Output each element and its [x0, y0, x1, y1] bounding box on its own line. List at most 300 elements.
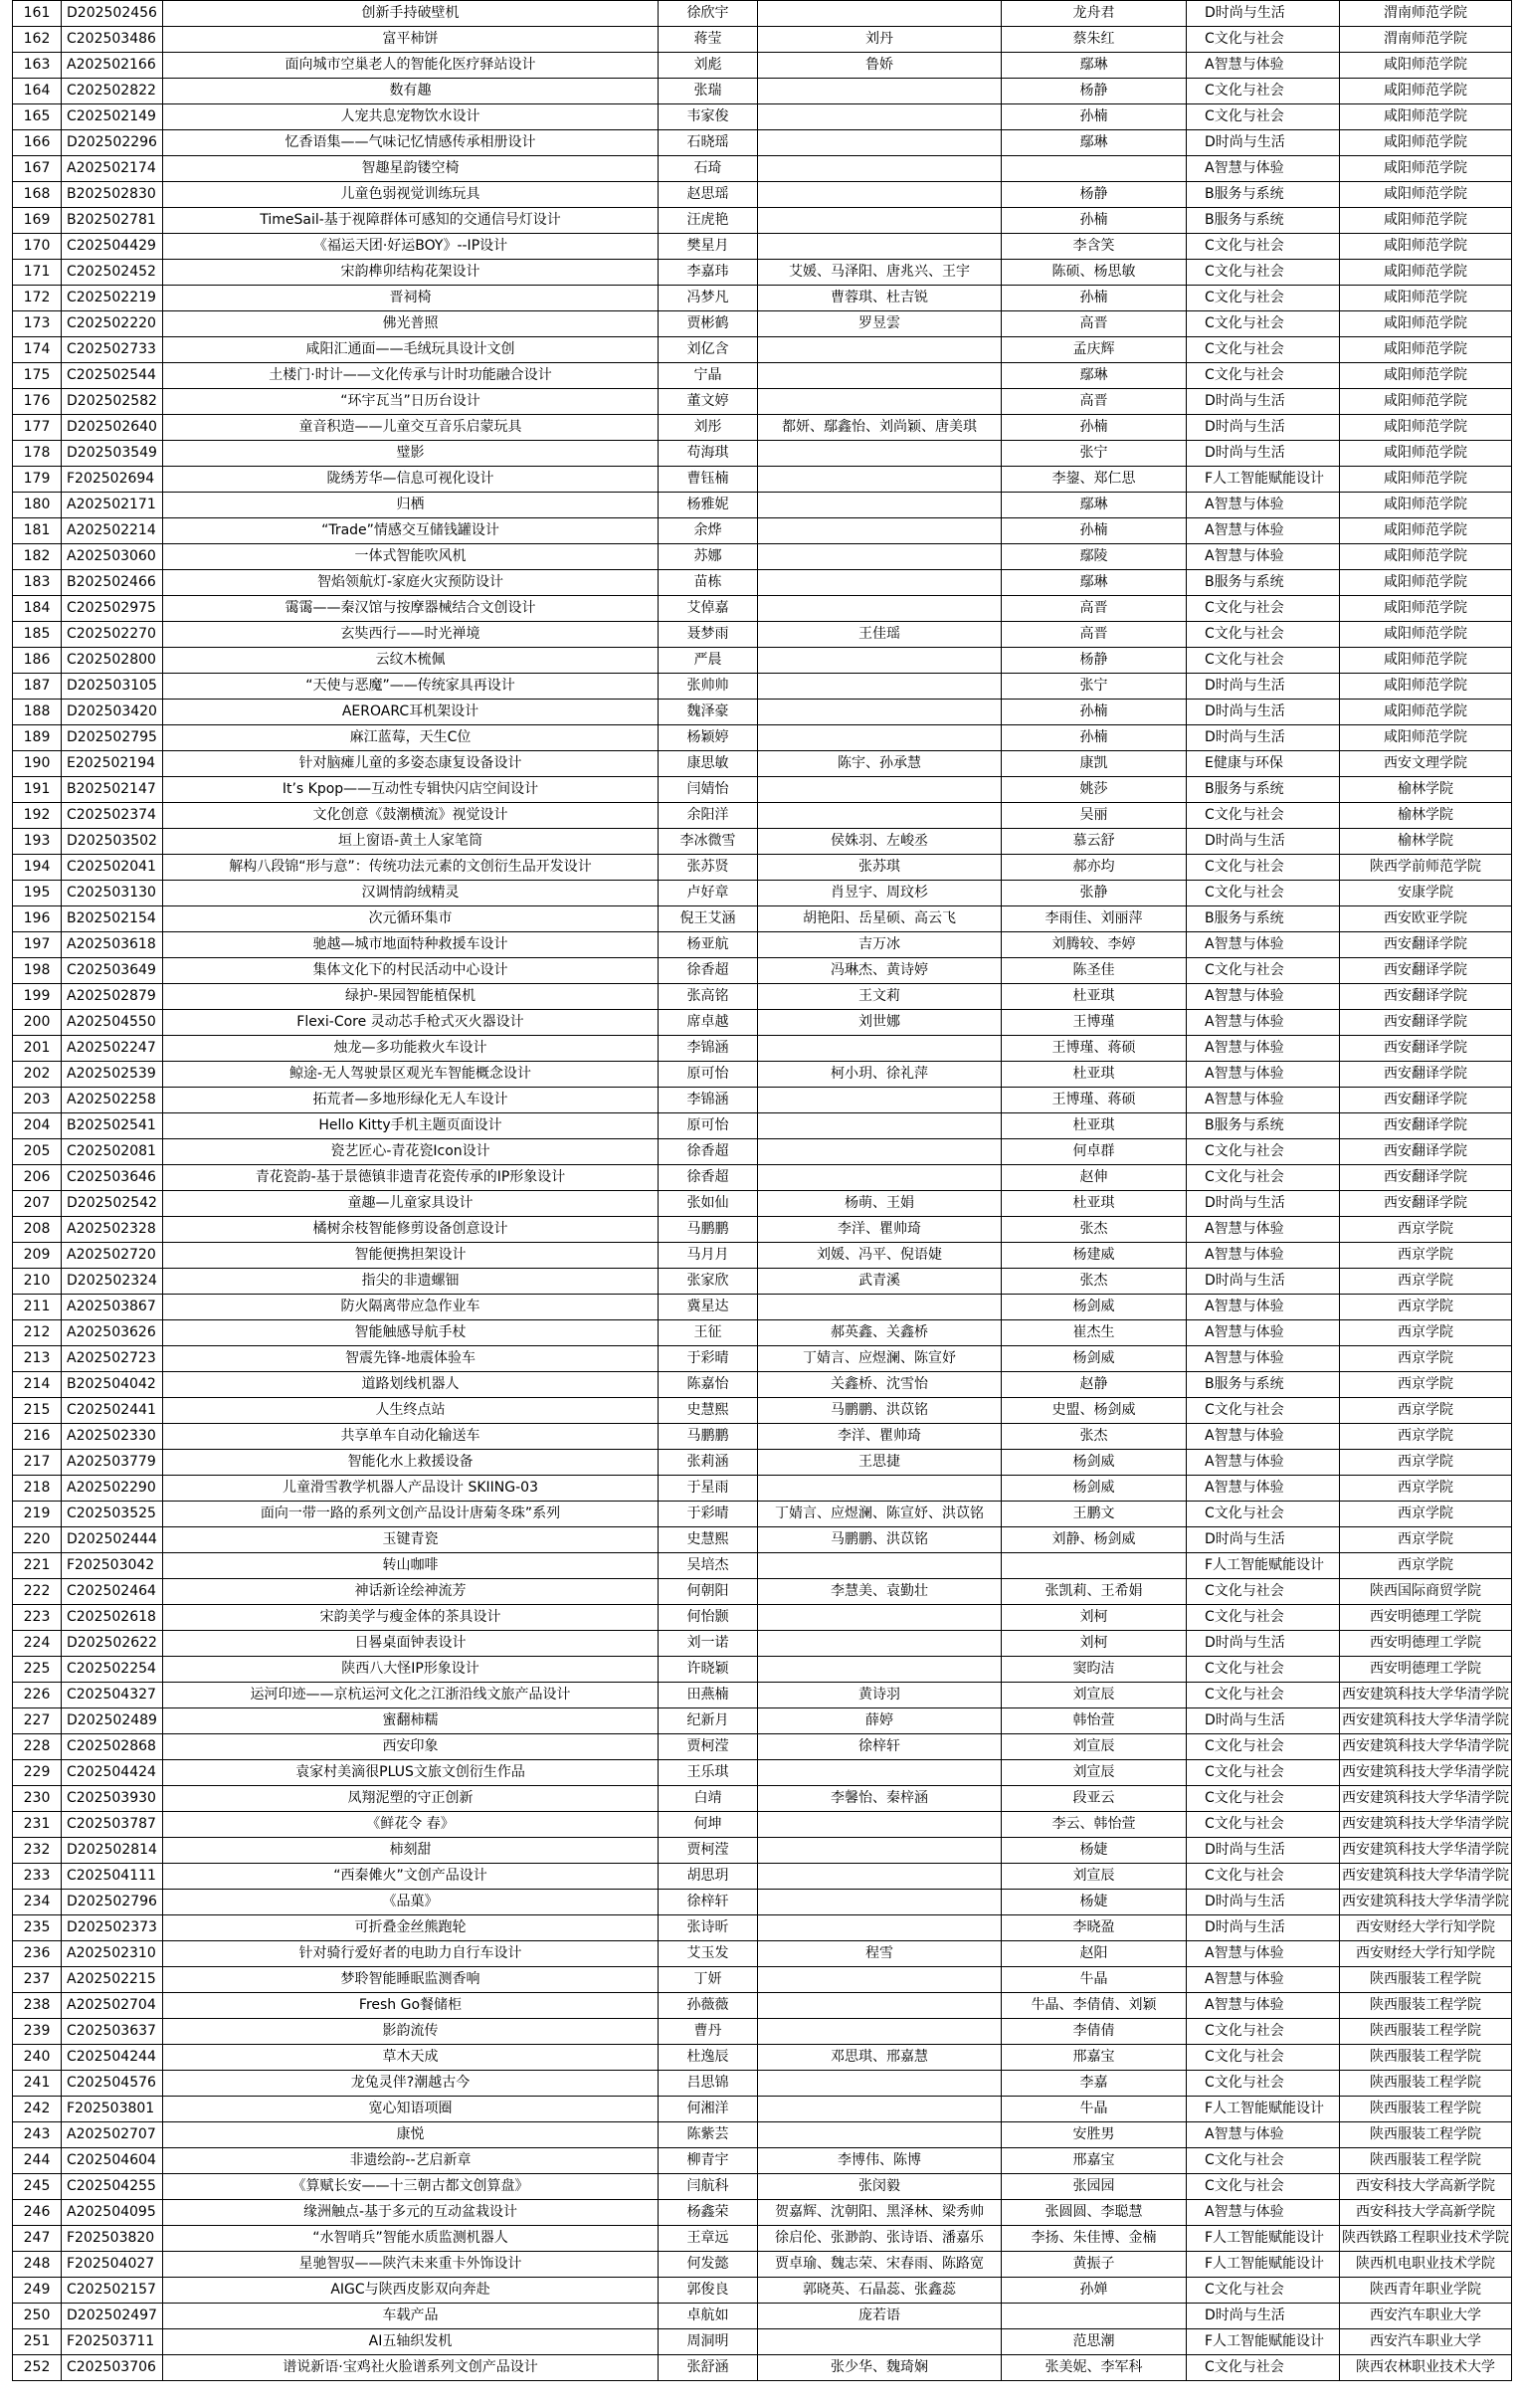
- institution-cell: 咸阳师范学院: [1340, 725, 1512, 751]
- submission-id-cell: C202502544: [62, 363, 163, 389]
- table-row: [13, 1139, 1512, 1165]
- submission-id-cell: C202503649: [62, 958, 163, 984]
- row-number-cell: 205: [13, 1139, 62, 1165]
- lead-author-cell: 冯梦凡: [659, 286, 758, 311]
- table-row: [13, 1993, 1512, 2019]
- institution-cell: 咸阳师范学院: [1340, 234, 1512, 260]
- institution-cell: 咸阳师范学院: [1340, 286, 1512, 311]
- advisor-cell: 张宁: [1002, 674, 1187, 700]
- table-row: [13, 1967, 1512, 1993]
- table-row: [13, 1734, 1512, 1760]
- submission-id-cell: F202503711: [62, 2329, 163, 2355]
- row-number-cell: 166: [13, 130, 62, 156]
- submission-id-cell: D202502795: [62, 725, 163, 751]
- submission-id-cell: A202502258: [62, 1088, 163, 1113]
- team-members-cell: [758, 777, 1002, 803]
- advisor-cell: 孙楠: [1002, 208, 1187, 234]
- row-number-cell: 175: [13, 363, 62, 389]
- institution-cell: 咸阳师范学院: [1340, 363, 1512, 389]
- lead-author-cell: 原可怡: [659, 1062, 758, 1088]
- row-number-cell: 184: [13, 596, 62, 622]
- lead-author-cell: 王章远: [659, 2226, 758, 2252]
- project-title-cell: 童趣—儿童家具设计: [163, 1191, 659, 1217]
- submission-id-cell: C202503930: [62, 1786, 163, 1812]
- lead-author-cell: 张苏贤: [659, 855, 758, 881]
- institution-cell: 西安翻译学院: [1340, 984, 1512, 1010]
- advisor-cell: 牛晶、李倩倩、刘颖: [1002, 1993, 1187, 2019]
- project-title-cell: 拓荒者—多地形绿化无人车设计: [163, 1088, 659, 1113]
- submission-id-cell: C202504604: [62, 2148, 163, 2174]
- row-number-cell: 171: [13, 260, 62, 286]
- table-row: [13, 1010, 1512, 1036]
- team-members-cell: [758, 1657, 1002, 1683]
- institution-cell: 西安明德理工学院: [1340, 1605, 1512, 1631]
- institution-cell: 西安科技大学高新学院: [1340, 2174, 1512, 2200]
- category-cell: A智慧与体验: [1187, 1346, 1340, 1372]
- category-cell: C文化与社会: [1187, 311, 1340, 337]
- team-members-cell: [758, 1864, 1002, 1890]
- advisor-cell: 崔杰生: [1002, 1320, 1187, 1346]
- submission-id-cell: C202502041: [62, 855, 163, 881]
- table-row: [13, 1915, 1512, 1941]
- row-number-cell: 244: [13, 2148, 62, 2174]
- row-number-cell: 196: [13, 906, 62, 932]
- submission-id-cell: D202502373: [62, 1915, 163, 1941]
- project-title-cell: 西安印象: [163, 1734, 659, 1760]
- submission-id-cell: D202502497: [62, 2304, 163, 2329]
- submission-id-cell: B202502154: [62, 906, 163, 932]
- institution-cell: 西安科技大学高新学院: [1340, 2200, 1512, 2226]
- project-title-cell: 人宠共息宠物饮水设计: [163, 104, 659, 130]
- category-cell: A智慧与体验: [1187, 544, 1340, 570]
- lead-author-cell: 徐香超: [659, 958, 758, 984]
- category-cell: D时尚与生活: [1187, 2304, 1340, 2329]
- category-cell: C文化与社会: [1187, 104, 1340, 130]
- table-row: [13, 855, 1512, 881]
- row-number-cell: 225: [13, 1657, 62, 1683]
- project-title-cell: 星驰智驭——陕汽未来重卡外饰设计: [163, 2252, 659, 2278]
- results-table: [12, 0, 1512, 2381]
- category-cell: C文化与社会: [1187, 79, 1340, 104]
- row-number-cell: 189: [13, 725, 62, 751]
- table-row: [13, 803, 1512, 829]
- advisor-cell: 高晋: [1002, 389, 1187, 415]
- lead-author-cell: 闫航科: [659, 2174, 758, 2200]
- lead-author-cell: 蒋莹: [659, 27, 758, 53]
- lead-author-cell: 徐香超: [659, 1165, 758, 1191]
- category-cell: C文化与社会: [1187, 1139, 1340, 1165]
- lead-author-cell: 苏娜: [659, 544, 758, 570]
- project-title-cell: Hello Kitty手机主题页面设计: [163, 1113, 659, 1139]
- row-number-cell: 191: [13, 777, 62, 803]
- team-members-cell: 罗昱雲: [758, 311, 1002, 337]
- category-cell: A智慧与体验: [1187, 1243, 1340, 1269]
- institution-cell: 西京学院: [1340, 1320, 1512, 1346]
- table-row: [13, 79, 1512, 104]
- category-cell: D时尚与生活: [1187, 725, 1340, 751]
- submission-id-cell: C202502149: [62, 104, 163, 130]
- submission-id-cell: F202504027: [62, 2252, 163, 2278]
- table-row: [13, 700, 1512, 725]
- team-members-cell: [758, 337, 1002, 363]
- category-cell: A智慧与体验: [1187, 493, 1340, 518]
- category-cell: D时尚与生活: [1187, 700, 1340, 725]
- advisor-cell: 刘柯: [1002, 1605, 1187, 1631]
- project-title-cell: 次元循环集市: [163, 906, 659, 932]
- row-number-cell: 173: [13, 311, 62, 337]
- lead-author-cell: 石琦: [659, 156, 758, 182]
- row-number-cell: 251: [13, 2329, 62, 2355]
- team-members-cell: 肖昱宇、周玟杉: [758, 881, 1002, 906]
- submission-id-cell: D202503420: [62, 700, 163, 725]
- project-title-cell: 玉键青瓷: [163, 1527, 659, 1553]
- advisor-cell: 张杰: [1002, 1424, 1187, 1450]
- submission-id-cell: D202503549: [62, 441, 163, 467]
- team-members-cell: 胡艳阳、岳星硕、高云飞: [758, 906, 1002, 932]
- institution-cell: 西安翻译学院: [1340, 932, 1512, 958]
- lead-author-cell: 严晨: [659, 648, 758, 674]
- row-number-cell: 247: [13, 2226, 62, 2252]
- table-row: [13, 260, 1512, 286]
- project-title-cell: 咸阳汇通面——毛绒玩具设计文创: [163, 337, 659, 363]
- team-members-cell: 马鹏鹏、洪苡铭: [758, 1527, 1002, 1553]
- team-members-cell: 李洋、瞿帅琦: [758, 1424, 1002, 1450]
- submission-id-cell: A202502328: [62, 1217, 163, 1243]
- category-cell: A智慧与体验: [1187, 1993, 1340, 2019]
- institution-cell: 陕西学前师范学院: [1340, 855, 1512, 881]
- category-cell: A智慧与体验: [1187, 1295, 1340, 1320]
- category-cell: A智慧与体验: [1187, 1967, 1340, 1993]
- category-cell: C文化与社会: [1187, 2278, 1340, 2304]
- advisor-cell: 杨静: [1002, 182, 1187, 208]
- advisor-cell: 鄢琳: [1002, 53, 1187, 79]
- advisor-cell: 张静: [1002, 881, 1187, 906]
- institution-cell: 咸阳师范学院: [1340, 674, 1512, 700]
- institution-cell: 西京学院: [1340, 1295, 1512, 1320]
- submission-id-cell: C202502800: [62, 648, 163, 674]
- row-number-cell: 220: [13, 1527, 62, 1553]
- institution-cell: 西京学院: [1340, 1502, 1512, 1527]
- lead-author-cell: 康思敏: [659, 751, 758, 777]
- project-title-cell: 烛龙—多功能救火车设计: [163, 1036, 659, 1062]
- team-members-cell: 邓思琪、邢嘉慧: [758, 2045, 1002, 2071]
- institution-cell: 咸阳师范学院: [1340, 493, 1512, 518]
- advisor-cell: 郝亦均: [1002, 855, 1187, 881]
- table-row: [13, 570, 1512, 596]
- submission-id-cell: C202502975: [62, 596, 163, 622]
- row-number-cell: 183: [13, 570, 62, 596]
- category-cell: B服务与系统: [1187, 208, 1340, 234]
- submission-id-cell: A202502290: [62, 1476, 163, 1502]
- lead-author-cell: 余阳洋: [659, 803, 758, 829]
- project-title-cell: 璧影: [163, 441, 659, 467]
- submission-id-cell: A202503779: [62, 1450, 163, 1476]
- table-row: [13, 2304, 1512, 2329]
- row-number-cell: 197: [13, 932, 62, 958]
- row-number-cell: 187: [13, 674, 62, 700]
- team-members-cell: [758, 1, 1002, 27]
- advisor-cell: 刘静、杨剑威: [1002, 1527, 1187, 1553]
- lead-author-cell: 史慧熙: [659, 1527, 758, 1553]
- institution-cell: 西安建筑科技大学华清学院: [1340, 1838, 1512, 1864]
- submission-id-cell: F202503801: [62, 2097, 163, 2122]
- team-members-cell: [758, 1476, 1002, 1502]
- team-members-cell: 杨萌、王娟: [758, 1191, 1002, 1217]
- project-title-cell: “天使与恶魔”——传统家具再设计: [163, 674, 659, 700]
- lead-author-cell: 马鹏鹏: [659, 1424, 758, 1450]
- table-row: [13, 1476, 1512, 1502]
- submission-id-cell: C202504111: [62, 1864, 163, 1890]
- table-row: [13, 27, 1512, 53]
- lead-author-cell: 马月月: [659, 1243, 758, 1269]
- category-cell: C文化与社会: [1187, 1605, 1340, 1631]
- lead-author-cell: 冀星达: [659, 1295, 758, 1320]
- submission-id-cell: F202503820: [62, 2226, 163, 2252]
- submission-id-cell: C202502220: [62, 311, 163, 337]
- institution-cell: 陕西农林职业技术大学: [1340, 2355, 1512, 2381]
- project-title-cell: 佛光普照: [163, 311, 659, 337]
- row-number-cell: 181: [13, 518, 62, 544]
- team-members-cell: 侯姝羽、左峻丞: [758, 829, 1002, 855]
- table-row: [13, 777, 1512, 803]
- institution-cell: 安康学院: [1340, 881, 1512, 906]
- row-number-cell: 216: [13, 1424, 62, 1450]
- lead-author-cell: 李锦涵: [659, 1088, 758, 1113]
- institution-cell: 西安明德理工学院: [1340, 1657, 1512, 1683]
- advisor-cell: [1002, 156, 1187, 182]
- institution-cell: 西安欧亚学院: [1340, 906, 1512, 932]
- lead-author-cell: 宁晶: [659, 363, 758, 389]
- category-cell: B服务与系统: [1187, 1113, 1340, 1139]
- submission-id-cell: F202503042: [62, 1553, 163, 1579]
- team-members-cell: 刘媛、冯平、倪语婕: [758, 1243, 1002, 1269]
- table-row: [13, 2148, 1512, 2174]
- advisor-cell: 韩怡萱: [1002, 1708, 1187, 1734]
- submission-id-cell: F202502694: [62, 467, 163, 493]
- lead-author-cell: 杜逸辰: [659, 2045, 758, 2071]
- lead-author-cell: 张舒涵: [659, 2355, 758, 2381]
- institution-cell: 榆林学院: [1340, 803, 1512, 829]
- lead-author-cell: 杨颖婷: [659, 725, 758, 751]
- project-title-cell: 数有趣: [163, 79, 659, 104]
- submission-id-cell: C202502452: [62, 260, 163, 286]
- lead-author-cell: 吕思锦: [659, 2071, 758, 2097]
- table-row: [13, 725, 1512, 751]
- table-row: [13, 467, 1512, 493]
- row-number-cell: 162: [13, 27, 62, 53]
- advisor-cell: 姚莎: [1002, 777, 1187, 803]
- table-row: [13, 2329, 1512, 2355]
- institution-cell: 榆林学院: [1340, 777, 1512, 803]
- table-row: [13, 1036, 1512, 1062]
- row-number-cell: 172: [13, 286, 62, 311]
- row-number-cell: 219: [13, 1502, 62, 1527]
- table-row: [13, 1708, 1512, 1734]
- row-number-cell: 161: [13, 1, 62, 27]
- advisor-cell: 杜亚琪: [1002, 1113, 1187, 1139]
- row-number-cell: 185: [13, 622, 62, 648]
- row-number-cell: 221: [13, 1553, 62, 1579]
- advisor-cell: 康凯: [1002, 751, 1187, 777]
- table-row: [13, 104, 1512, 130]
- advisor-cell: 张园园: [1002, 2174, 1187, 2200]
- advisor-cell: 杨静: [1002, 79, 1187, 104]
- submission-id-cell: E202502194: [62, 751, 163, 777]
- institution-cell: 西安翻译学院: [1340, 1036, 1512, 1062]
- project-title-cell: 梦聆智能睡眠监测香响: [163, 1967, 659, 1993]
- category-cell: B服务与系统: [1187, 777, 1340, 803]
- table-row: [13, 1398, 1512, 1424]
- row-number-cell: 237: [13, 1967, 62, 1993]
- advisor-cell: 刘宣辰: [1002, 1683, 1187, 1708]
- project-title-cell: 一体式智能吹风机: [163, 544, 659, 570]
- project-title-cell: 瓷艺匠心-青花瓷Icon设计: [163, 1139, 659, 1165]
- table-row: [13, 1295, 1512, 1320]
- institution-cell: 陕西服装工程学院: [1340, 1967, 1512, 1993]
- submission-id-cell: D202502444: [62, 1527, 163, 1553]
- advisor-cell: 陈硕、杨思敏: [1002, 260, 1187, 286]
- submission-id-cell: A202502330: [62, 1424, 163, 1450]
- advisor-cell: 刘宣辰: [1002, 1864, 1187, 1890]
- category-cell: C文化与社会: [1187, 1864, 1340, 1890]
- table-row: [13, 1631, 1512, 1657]
- submission-id-cell: A202502247: [62, 1036, 163, 1062]
- advisor-cell: 孙楠: [1002, 700, 1187, 725]
- row-number-cell: 174: [13, 337, 62, 363]
- category-cell: C文化与社会: [1187, 1398, 1340, 1424]
- team-members-cell: [758, 1036, 1002, 1062]
- team-members-cell: 刘丹: [758, 27, 1002, 53]
- institution-cell: 西京学院: [1340, 1450, 1512, 1476]
- project-title-cell: 富平柿饼: [163, 27, 659, 53]
- team-members-cell: 张苏琪: [758, 855, 1002, 881]
- institution-cell: 咸阳师范学院: [1340, 544, 1512, 570]
- row-number-cell: 248: [13, 2252, 62, 2278]
- category-cell: A智慧与体验: [1187, 1476, 1340, 1502]
- project-title-cell: 创新手持破壁机: [163, 1, 659, 27]
- category-cell: A智慧与体验: [1187, 984, 1340, 1010]
- project-title-cell: 垣上窗语-黄土人家笔筒: [163, 829, 659, 855]
- lead-author-cell: 李嘉玮: [659, 260, 758, 286]
- project-title-cell: 日晷桌面钟表设计: [163, 1631, 659, 1657]
- institution-cell: 咸阳师范学院: [1340, 53, 1512, 79]
- institution-cell: 西京学院: [1340, 1476, 1512, 1502]
- team-members-cell: [758, 2097, 1002, 2122]
- category-cell: F人工智能赋能设计: [1187, 2226, 1340, 2252]
- category-cell: B服务与系统: [1187, 182, 1340, 208]
- table-row: [13, 441, 1512, 467]
- institution-cell: 西京学院: [1340, 1372, 1512, 1398]
- team-members-cell: 关鑫桥、沈雪怡: [758, 1372, 1002, 1398]
- submission-id-cell: A202502166: [62, 53, 163, 79]
- advisor-cell: 孙楠: [1002, 415, 1187, 441]
- row-number-cell: 194: [13, 855, 62, 881]
- team-members-cell: [758, 1088, 1002, 1113]
- lead-author-cell: 刘彪: [659, 53, 758, 79]
- category-cell: C文化与社会: [1187, 2148, 1340, 2174]
- row-number-cell: 222: [13, 1579, 62, 1605]
- row-number-cell: 218: [13, 1476, 62, 1502]
- submission-id-cell: D202503105: [62, 674, 163, 700]
- row-number-cell: 235: [13, 1915, 62, 1941]
- submission-id-cell: C202504424: [62, 1760, 163, 1786]
- advisor-cell: 杨剑威: [1002, 1450, 1187, 1476]
- category-cell: C文化与社会: [1187, 803, 1340, 829]
- project-title-cell: 神话新诠绘神流芳: [163, 1579, 659, 1605]
- row-number-cell: 226: [13, 1683, 62, 1708]
- project-title-cell: 儿童色弱视觉训练玩具: [163, 182, 659, 208]
- row-number-cell: 204: [13, 1113, 62, 1139]
- row-number-cell: 165: [13, 104, 62, 130]
- advisor-cell: 王博瑾、蒋硕: [1002, 1036, 1187, 1062]
- project-title-cell: 麻江蓝莓，天生C位: [163, 725, 659, 751]
- advisor-cell: 杨剑威: [1002, 1346, 1187, 1372]
- lead-author-cell: 张帅帅: [659, 674, 758, 700]
- lead-author-cell: 苟海琪: [659, 441, 758, 467]
- team-members-cell: 庞若语: [758, 2304, 1002, 2329]
- submission-id-cell: D202502542: [62, 1191, 163, 1217]
- table-row: [13, 622, 1512, 648]
- lead-author-cell: 何坤: [659, 1812, 758, 1838]
- advisor-cell: 邢嘉宝: [1002, 2045, 1187, 2071]
- institution-cell: 陕西服装工程学院: [1340, 2148, 1512, 2174]
- lead-author-cell: 贾柯滢: [659, 1838, 758, 1864]
- submission-id-cell: C202504244: [62, 2045, 163, 2071]
- team-members-cell: 王思捷: [758, 1450, 1002, 1476]
- submission-id-cell: A202504550: [62, 1010, 163, 1036]
- table-row: [13, 906, 1512, 932]
- project-title-cell: 《品菓》: [163, 1890, 659, 1915]
- row-number-cell: 232: [13, 1838, 62, 1864]
- project-title-cell: 凤翔泥塑的守正创新: [163, 1786, 659, 1812]
- team-members-cell: [758, 700, 1002, 725]
- lead-author-cell: 许晓颖: [659, 1657, 758, 1683]
- lead-author-cell: 杨鑫荣: [659, 2200, 758, 2226]
- team-members-cell: 丁婧言、应煜澜、陈宣妤、洪苡铭: [758, 1502, 1002, 1527]
- project-title-cell: AEROARC耳机架设计: [163, 700, 659, 725]
- lead-author-cell: 柳青宇: [659, 2148, 758, 2174]
- lead-author-cell: 张瑞: [659, 79, 758, 104]
- row-number-cell: 203: [13, 1088, 62, 1113]
- team-members-cell: [758, 467, 1002, 493]
- team-members-cell: [758, 79, 1002, 104]
- table-row: [13, 1502, 1512, 1527]
- project-title-cell: 蜜翻柿糯: [163, 1708, 659, 1734]
- category-cell: D时尚与生活: [1187, 1269, 1340, 1295]
- project-title-cell: 文化创意《鼓潮横流》视觉设计: [163, 803, 659, 829]
- institution-cell: 西京学院: [1340, 1217, 1512, 1243]
- lead-author-cell: 贾彬鹤: [659, 311, 758, 337]
- advisor-cell: 黄振子: [1002, 2252, 1187, 2278]
- advisor-cell: 杨剑威: [1002, 1476, 1187, 1502]
- team-members-cell: [758, 1890, 1002, 1915]
- category-cell: C文化与社会: [1187, 1734, 1340, 1760]
- lead-author-cell: 何怡颢: [659, 1605, 758, 1631]
- lead-author-cell: 倪王艾涵: [659, 906, 758, 932]
- team-members-cell: 柯小玥、徐礼萍: [758, 1062, 1002, 1088]
- table-row: [13, 1941, 1512, 1967]
- project-title-cell: 绿护-果园智能植保机: [163, 984, 659, 1010]
- project-title-cell: 运河印迹——京杭运河文化之江浙沿线文旅产品设计: [163, 1683, 659, 1708]
- submission-id-cell: D202502814: [62, 1838, 163, 1864]
- submission-id-cell: C202502254: [62, 1657, 163, 1683]
- submission-id-cell: A202502720: [62, 1243, 163, 1269]
- project-title-cell: 针对脑瘫儿童的多姿态康复设备设计: [163, 751, 659, 777]
- institution-cell: 咸阳师范学院: [1340, 79, 1512, 104]
- project-title-cell: 非遗绘韵--艺启新章: [163, 2148, 659, 2174]
- table-row: [13, 1527, 1512, 1553]
- project-title-cell: 玄奘西行——时光禅境: [163, 622, 659, 648]
